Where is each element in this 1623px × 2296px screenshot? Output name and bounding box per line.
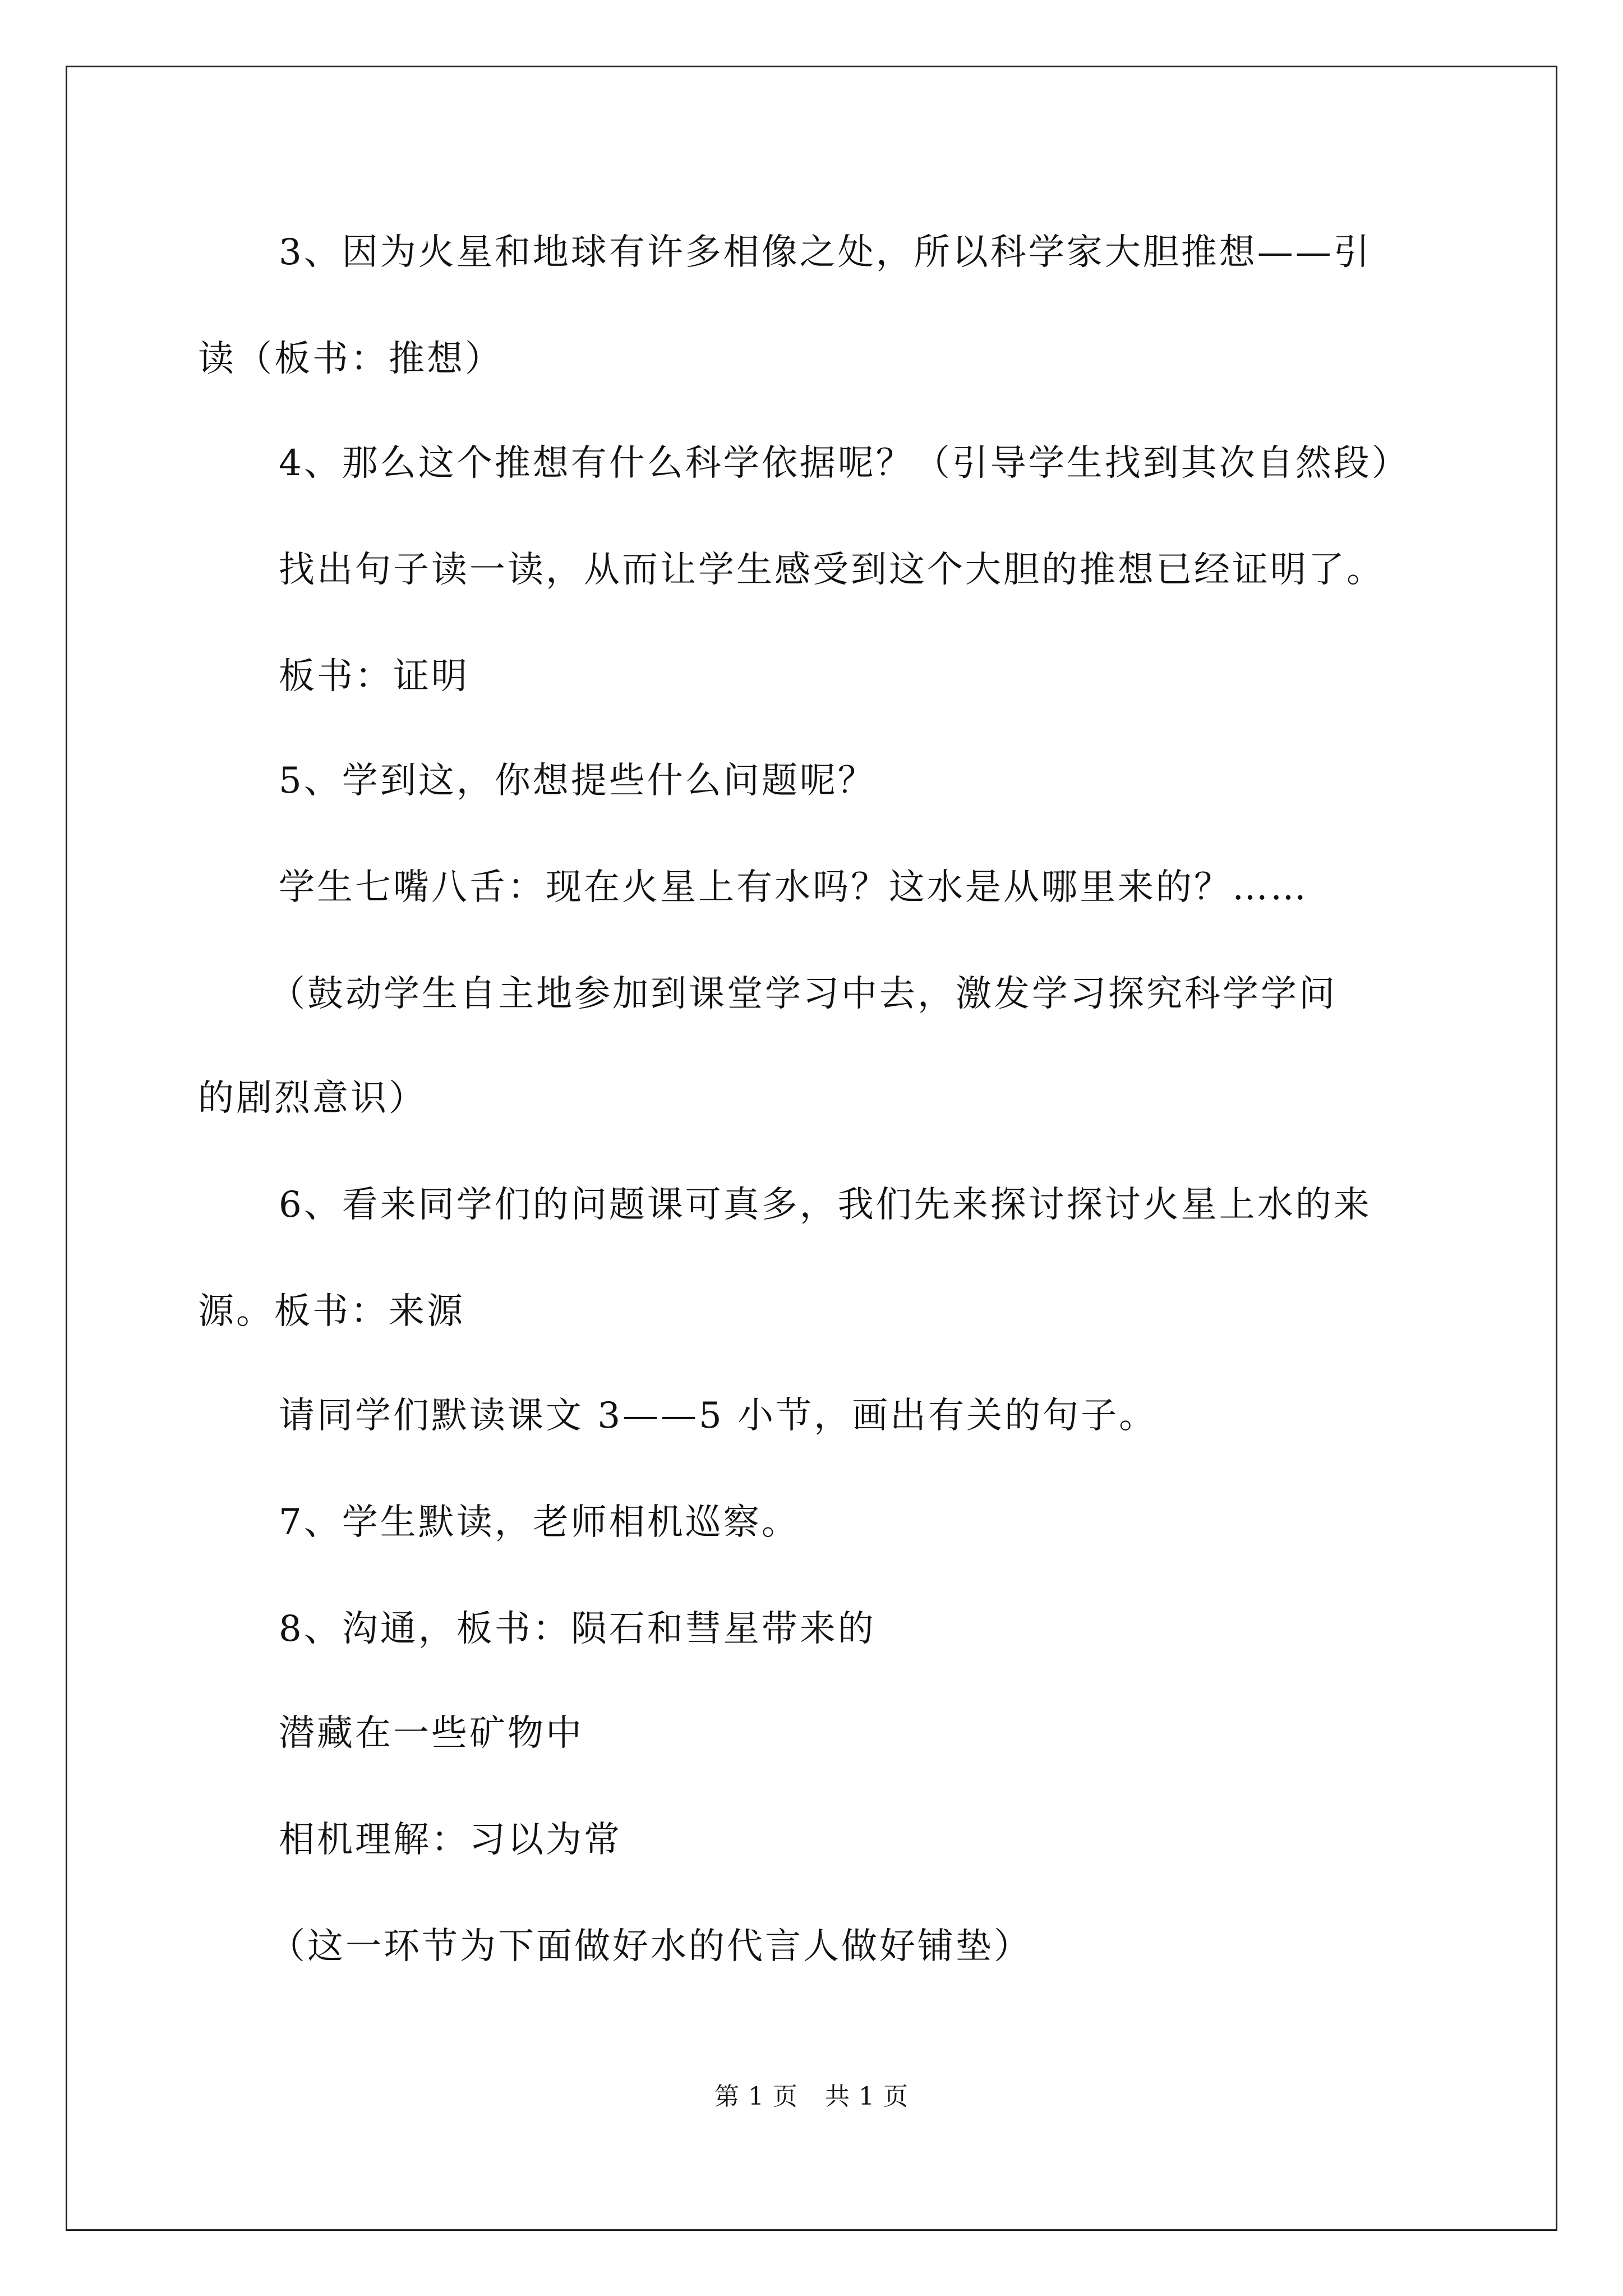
text-line-7: 学生七嘴八舌：现在火星上有水吗？这水是从哪里来的？…… [279, 867, 1308, 908]
text-line-13: 7、学生默读，老师相机巡察。 [279, 1502, 800, 1543]
text-line-8: （鼓动学生自主地参加到课堂学习中去，激发学习探究科学学问 [269, 973, 1337, 1015]
text-line-12: 请同学们默读课文 3——5 小节，画出有关的句子。 [279, 1395, 1158, 1437]
text-line-3: 4、那么这个推想有什么科学依据呢？（引导学生找到其次自然段） [279, 443, 1410, 484]
text-line-9: 的剧烈意识） [198, 1078, 427, 1119]
text-line-10: 6、看来同学们的问题课可真多，我们先来探讨探讨火星上水的来 [279, 1184, 1372, 1226]
text-line-1: 3、因为火星和地球有许多相像之处，所以科学家大胆推想——引 [279, 232, 1372, 273]
text-line-15: 潜藏在一些矿物中 [279, 1713, 584, 1754]
page-number-total: 共 1 页 [825, 2082, 909, 2111]
text-line-16: 相机理解：习以为常 [279, 1819, 622, 1861]
page-number-current: 第 1 页 [714, 2082, 798, 2111]
text-line-4: 找出句子读一读，从而让学生感受到这个大胆的推想已经证明了。 [279, 549, 1385, 591]
text-line-14: 8、沟通，板书：陨石和彗星带来的 [279, 1608, 876, 1650]
text-line-6: 5、学到这，你想提些什么问题呢？ [279, 760, 876, 802]
text-line-5: 板书：证明 [279, 656, 469, 697]
text-line-2: 读（板书：推想） [198, 338, 503, 380]
text-line-11: 源。板书：来源 [198, 1291, 465, 1332]
page-footer [0, 2081, 1623, 2113]
page-border [66, 66, 1557, 2231]
text-line-17: （这一环节为下面做好水的代言人做好铺垫） [269, 1926, 1032, 1967]
